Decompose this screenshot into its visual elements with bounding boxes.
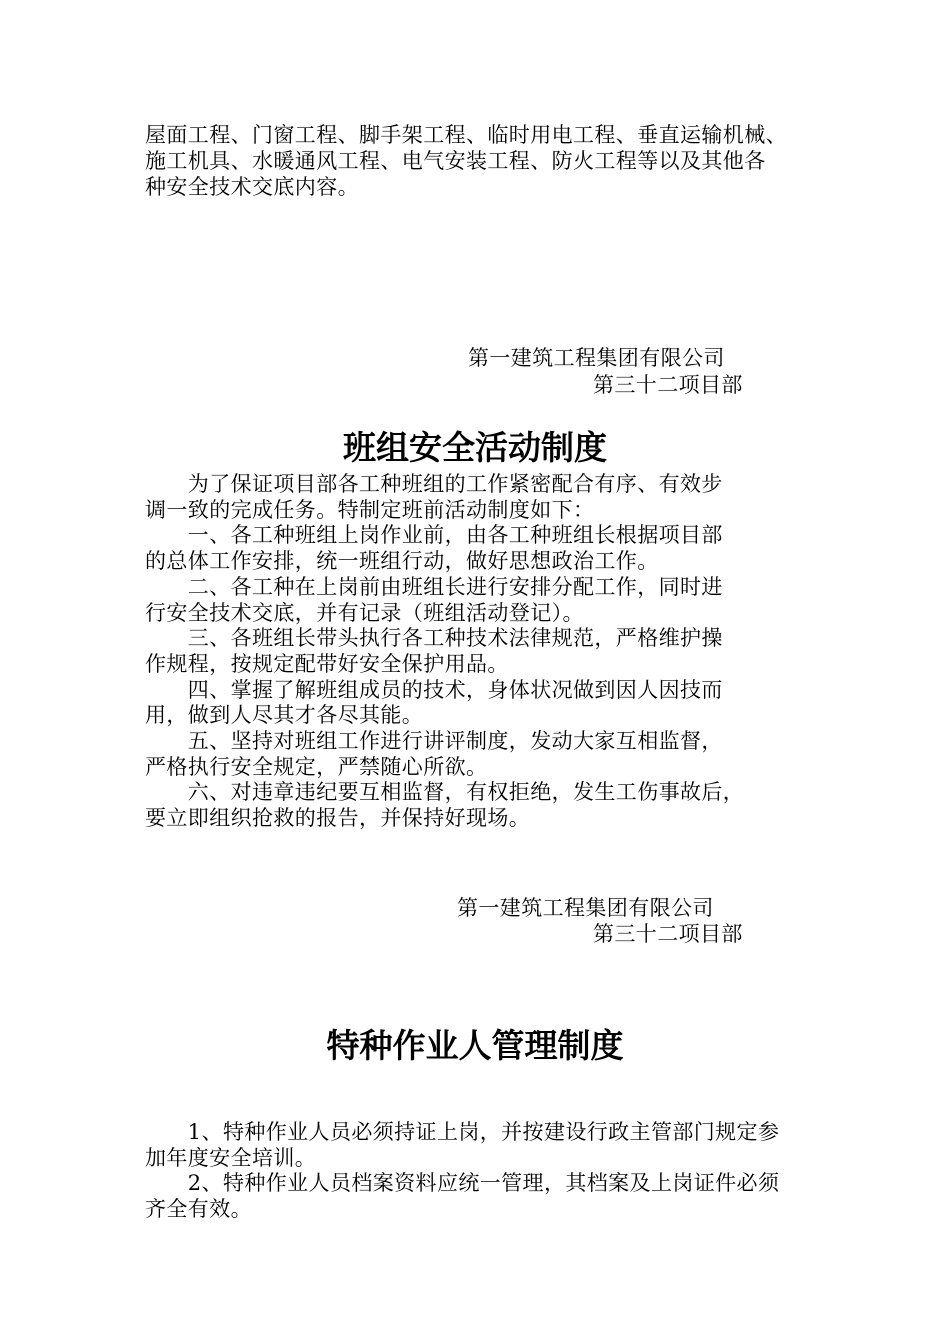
text-line: 种安全技术交底内容。	[145, 175, 359, 199]
text-line: 严格执行安全规定，严禁随心所欲。	[145, 754, 488, 779]
text-line: 要立即组织抢救的报告，并保持好现场。	[145, 806, 531, 831]
section-title: 特种作业人管理制度	[326, 1026, 624, 1065]
text-line: 一、各工种班组上岗作业前，由各工种班组长根据项目部	[145, 523, 723, 548]
text-line: 2、特种作业人员档案资料应统一管理，其档案及上岗证件必须	[145, 1171, 780, 1195]
text-line: 行安全技术交底，并有记录（班组活动登记）。	[145, 600, 584, 625]
signature-company: 第一建筑工程集团有限公司	[457, 896, 714, 920]
text-line: 调一致的完成任务。特制定班前活动制度如下：	[145, 497, 595, 522]
text-line: 二、各工种在上岗前由班组长进行安排分配工作，同时进	[145, 574, 723, 599]
signature-department: 第三十二项目部	[593, 373, 743, 397]
text-line: 六、对违章违纪要互相监督，有权拒绝，发生工伤事故后，	[145, 780, 745, 805]
text-line: 用，做到人尽其才各尽其能。	[145, 703, 424, 728]
text-line: 的总体工作安排，统一班组行动，做好思想政治工作。	[145, 549, 659, 574]
section-body	[145, 472, 835, 832]
text-line: 屋面工程、门窗工程、脚手架工程、临时用电工程、垂直运输机械、	[145, 123, 787, 147]
text-line: 四、掌握了解班组成员的技术，身体状况做到因人因技而	[145, 677, 723, 702]
text-line: 为了保证项目部各工种班组的工作紧密配合有序、有效步	[145, 472, 723, 496]
text-line: 1、特种作业人员必须持证上岗，并按建设行政主管部门规定参	[145, 1120, 780, 1144]
text-line: 三、各班组长带头执行各工种技术法律规范，严格维护操	[145, 626, 723, 651]
section-title: 班组安全活动制度	[343, 428, 607, 467]
signature-company: 第一建筑工程集团有限公司	[468, 346, 725, 370]
signature-department: 第三十二项目部	[593, 922, 743, 946]
text-line: 齐全有效。	[145, 1196, 252, 1221]
intro-paragraph	[145, 122, 835, 200]
text-line: 作规程，按规定配带好安全保护用品。	[145, 651, 509, 676]
text-line: 加年度安全培训。	[145, 1145, 317, 1170]
text-line: 五、坚持对班组工作进行讲评制度，发动大家互相监督，	[145, 729, 723, 754]
section-body	[145, 1120, 835, 1222]
text-line: 施工机具、水暖通风工程、电气安装工程、防火工程等以及其他各	[145, 149, 766, 173]
